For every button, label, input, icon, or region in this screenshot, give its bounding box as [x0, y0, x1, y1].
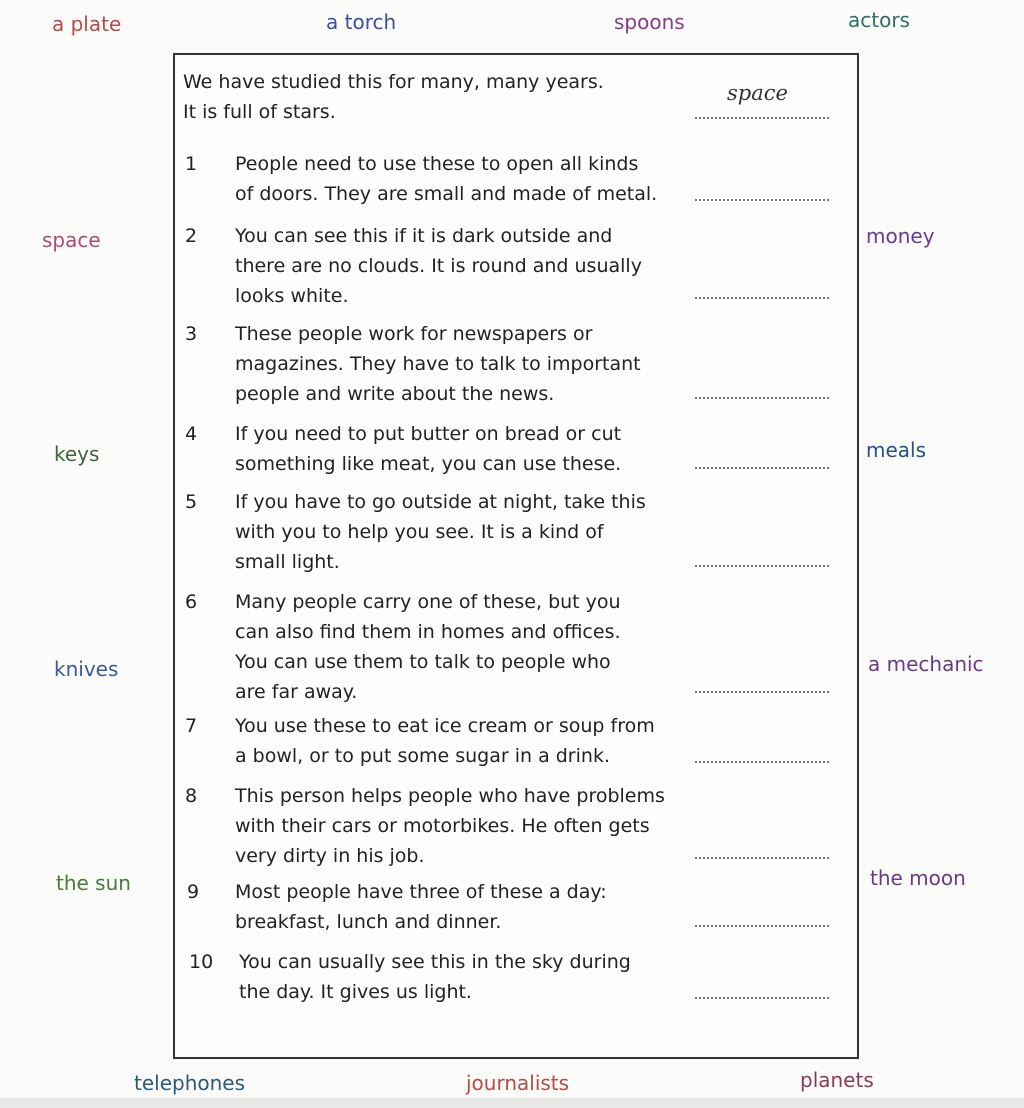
clue-line: You can use them to talk to people who: [235, 651, 611, 673]
answer-input-1[interactable]: [695, 199, 829, 201]
clue-line: You can usually see this in the sky during: [239, 951, 631, 973]
clue-line: people and write about the news.: [235, 383, 555, 405]
clue-text: [235, 587, 621, 707]
word-bank-item: telephones: [134, 1071, 246, 1095]
word-bank-item: journalists: [466, 1071, 570, 1095]
clue-line: very dirty in his job.: [235, 845, 425, 867]
clue-line: People need to use these to open all kinds: [235, 153, 639, 175]
word-bank-item: a plate: [52, 12, 122, 36]
clue-line: breakfast, lunch and dinner.: [235, 911, 502, 933]
word-bank-item: the sun: [56, 871, 131, 895]
clue-line: the day. It gives us light.: [239, 981, 472, 1003]
clue-number: 8: [185, 785, 198, 807]
example-line: It is full of stars.: [183, 101, 336, 123]
clue-line: These people work for newspapers or: [235, 323, 593, 345]
clue-text: [235, 877, 607, 937]
clue-number: 10: [189, 951, 214, 973]
clue-line: with you to help you see. It is a kind of: [235, 521, 604, 543]
answer-input-4[interactable]: [695, 467, 829, 469]
clue-line: You can see this if it is dark outside and: [235, 225, 613, 247]
example-clue: [183, 67, 604, 127]
clue-line: are far away.: [235, 681, 358, 703]
answer-input-6[interactable]: [695, 691, 829, 693]
exercise-box: [173, 53, 859, 1059]
word-bank-item: money: [866, 224, 935, 248]
clue-line: Most people have three of these a day:: [235, 881, 607, 903]
answer-input-8[interactable]: [695, 857, 829, 859]
example-answer: space: [727, 81, 788, 105]
clue-text: [235, 419, 621, 479]
clue-text: [235, 487, 646, 577]
clue-number: 5: [185, 491, 198, 513]
clue-line: looks white.: [235, 285, 349, 307]
answer-input-9[interactable]: [695, 925, 829, 927]
word-bank-item: spoons: [614, 10, 685, 34]
clue-number: 6: [185, 591, 198, 613]
clue-text: [235, 149, 657, 209]
answer-input-2[interactable]: [695, 297, 829, 299]
word-bank-item: a torch: [326, 10, 397, 34]
answer-line: [695, 117, 829, 119]
clue-line: If you have to go outside at night, take this: [235, 491, 646, 513]
clue-line: magazines. They have to talk to important: [235, 353, 641, 375]
clue-number: 9: [187, 881, 200, 903]
clue-text: [235, 221, 642, 311]
answer-input-7[interactable]: [695, 761, 829, 763]
clue-line: If you need to put butter on bread or cut: [235, 423, 622, 445]
clue-number: 3: [185, 323, 198, 345]
word-bank-item: a mechanic: [868, 652, 984, 676]
word-bank-item: keys: [54, 442, 100, 466]
clue-text: [235, 711, 655, 771]
clue-line: a bowl, or to put some sugar in a drink.: [235, 745, 610, 767]
word-bank-item: actors: [848, 8, 910, 32]
clue-line: You use these to eat ice cream or soup from: [235, 715, 655, 737]
word-bank-item: space: [42, 228, 101, 252]
clue-number: 2: [185, 225, 198, 247]
clue-text: [235, 319, 641, 409]
word-bank-item: knives: [54, 657, 119, 681]
answer-input-10[interactable]: [695, 997, 829, 999]
clue-number: 4: [185, 423, 198, 445]
clue-line: Many people carry one of these, but you: [235, 591, 621, 613]
clue-number: 7: [185, 715, 198, 737]
example-line: We have studied this for many, many years.: [183, 71, 604, 93]
word-bank-item: the moon: [870, 866, 966, 890]
clue-text: [239, 947, 631, 1007]
clue-number: 1: [185, 153, 198, 175]
word-bank-item: meals: [866, 438, 927, 462]
clue-line: there are no clouds. It is round and usually: [235, 255, 642, 277]
clue-line: with their cars or motorbikes. He often gets: [235, 815, 650, 837]
clue-line: of doors. They are small and made of metal.: [235, 183, 658, 205]
bottom-strip: [0, 1098, 1024, 1108]
word-bank-item: planets: [800, 1068, 874, 1092]
answer-input-5[interactable]: [695, 565, 829, 567]
answer-input-3[interactable]: [695, 397, 829, 399]
clue-line: This person helps people who have problems: [235, 785, 665, 807]
clue-line: small light.: [235, 551, 340, 573]
clue-text: [235, 781, 665, 871]
clue-line: something like meat, you can use these.: [235, 453, 622, 475]
clue-line: can also find them in homes and offices.: [235, 621, 621, 643]
